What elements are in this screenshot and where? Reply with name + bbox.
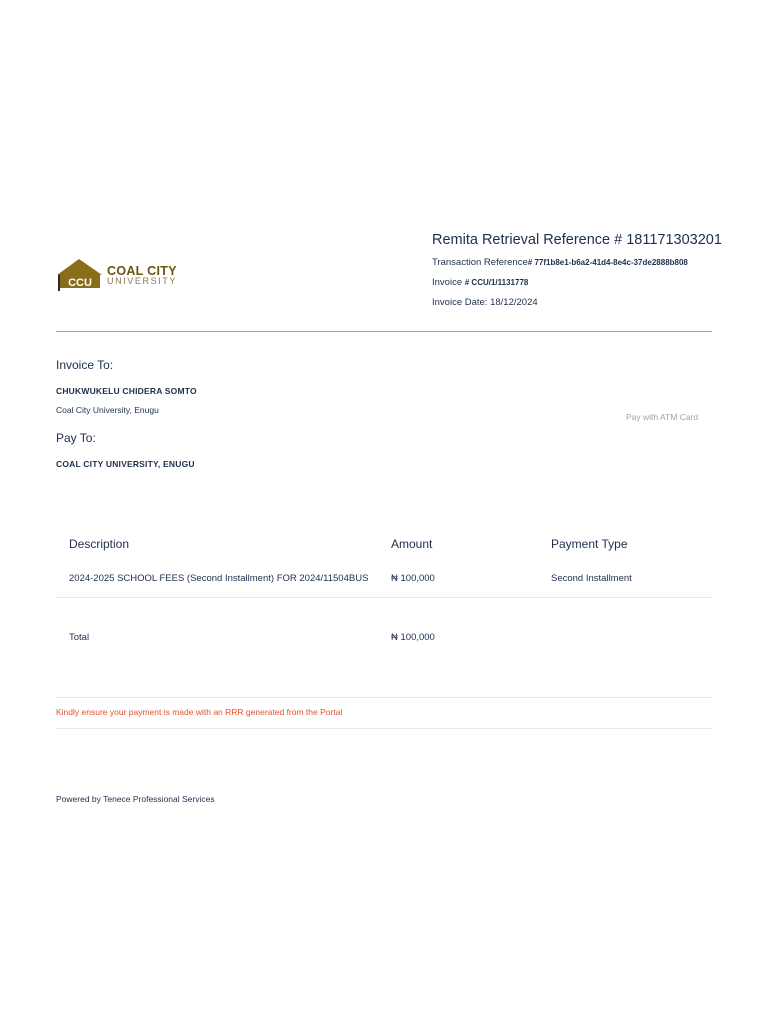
- logo-emblem-text: CCU: [68, 277, 92, 289]
- total-amount: ₦ 100,000: [391, 632, 435, 643]
- row-description: 2024-2025 SCHOOL FEES (Second Installment) FOR 2024/11504BUS: [69, 573, 369, 584]
- row-divider: [56, 597, 712, 598]
- rrr-reference: Remita Retrieval Reference # 181171303201: [432, 232, 722, 248]
- header-divider: [56, 331, 712, 332]
- pay-to-heading: Pay To:: [56, 431, 96, 445]
- column-header-payment-type: Payment Type: [551, 537, 628, 551]
- invoice-to-heading: Invoice To:: [56, 358, 114, 372]
- column-header-amount: Amount: [391, 537, 433, 551]
- row-payment-type: Second Installment: [551, 573, 632, 584]
- notice-divider-bottom: [56, 728, 712, 729]
- transaction-reference: [432, 257, 688, 268]
- payment-notice: Kindly ensure your payment is made with an RRR generated from the Portal: [56, 707, 343, 717]
- invoice-number: [432, 277, 528, 288]
- column-header-description: Description: [69, 537, 130, 551]
- logo-subtitle: UNIVERSITY: [107, 276, 178, 286]
- transaction-value: # 77f1b8e1-b6a2-41d4-8e4c-37de2888b808: [527, 258, 688, 267]
- invoice-date: Invoice Date: 18/12/2024: [432, 297, 538, 308]
- pay-with-atm-card-button[interactable]: Pay with ATM Card: [620, 412, 704, 422]
- total-label: Total: [69, 632, 90, 643]
- invoice-value: # CCU/1/1131778: [464, 278, 529, 287]
- row-amount: ₦ 100,000: [391, 573, 435, 584]
- logo-name: COAL CITY: [107, 264, 177, 278]
- payee-name: COAL CITY UNIVERSITY, ENUGU: [56, 459, 195, 469]
- transaction-label: Transaction Reference: [432, 257, 528, 268]
- billed-address: Coal City University, Enugu: [56, 405, 159, 415]
- powered-by-footer: Powered by Tenece Professional Services: [56, 794, 215, 804]
- invoice-label: Invoice: [432, 277, 465, 288]
- notice-divider-top: [56, 697, 712, 698]
- billed-name: CHUKWUKELU CHIDERA SOMTO: [56, 386, 197, 396]
